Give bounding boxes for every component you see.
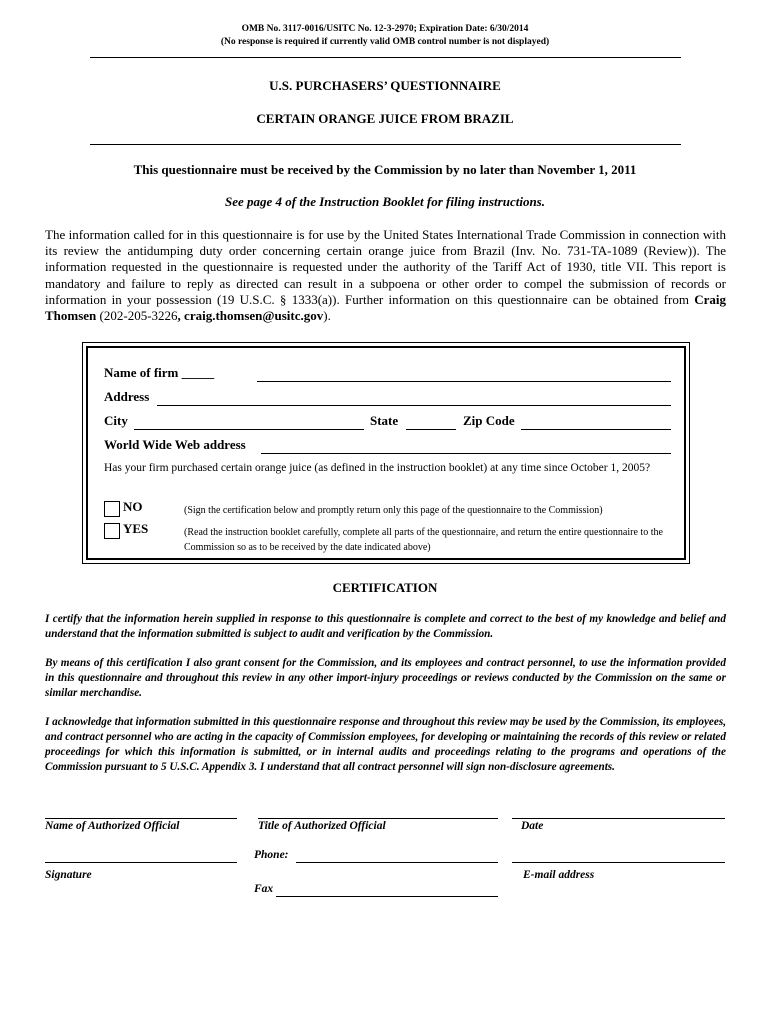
address-label: Address [104,389,150,404]
omb-note: (No response is required if currently valid OMB control number is not displayed) [220,37,550,47]
intro-text: The information called for in this questionnaire is for use by the United States International Trade Commission in connection with its review the antidumping duty order concerning certain orange juice from Brazil (Inv. No. 731-TA-1089 (Review)). The information requested in the questionnaire is requested under the authority of the Tariff Act of 1930, title VII. This report is mandatory and failure to reply as directed can result in a subpoena or other order to compel the submission of records or information in your possession (19 U.S.C. § 1333(a)). Further information on this questionnaire can be obtained from [45,227,726,307]
signature-label: Signature [45,869,92,881]
no-option-note: (Sign the certification below and promptly return only this page of the questionnaire to the Commission) [184,505,603,516]
no-option-label: NO [123,499,143,514]
website-label: World Wide Web address [104,437,246,452]
certification-paragraph-2: By means of this certification I also grant consent for the Commission, and its employees and contract personnel, to use the information provided in this questionnaire and throughout this review in any other import-injury proceedings or reviews conducted by the Commission on the same or similar merchandise. [45,657,726,699]
page-title: U.S. PURCHASERS’ QUESTIONNAIRE [269,78,501,93]
omb-number: OMB No. 3117-0016/USITC No. 12-3-2970; Expiration Date: 6/30/2014 [241,24,529,34]
intro-closing: ). [323,308,331,324]
yes-checkbox[interactable] [104,523,120,539]
address-field[interactable] [157,405,671,406]
yes-option-label: YES [123,521,149,536]
contact-email: , craig.thomsen@usitc.gov [177,308,324,324]
firm-info-box [82,342,690,564]
email-label: E-mail address [523,869,595,881]
official-name-label: Name of Authorized Official [45,820,180,832]
contact-phone: (202-205-3226 [96,308,178,324]
firm-info-box-inner [86,346,686,560]
purchase-question: Has your firm purchased certain orange juice (as defined in the instruction booklet) at any time since October 1, 2005? [104,462,651,474]
state-label: State [370,413,399,428]
certification-paragraph-1: I certify that the information herein supplied in response to this questionnaire is complete and correct to the best of my knowledge and belief and understand that the information submitted is subject to audit and verification by the Commission. [45,613,726,640]
intro-paragraph [45,227,726,324]
fax-label: Fax [254,883,274,895]
no-checkbox[interactable] [104,501,120,517]
website-field[interactable] [261,453,671,454]
certification-paragraph-3: I acknowledge that information submitted in this questionnaire response and throughout this review may be used by the Commission, its employees, and contract personnel who are acting in the capacity of Commission employees, for developing or maintaining the records of this review or related proceedings for which this information is submitted, or in internal audits and proceedings relating to the programs and operations of the Commission pursuant to 5 U.S.C. Appendix 3. I understand that all contract personnel will sign non-disclosure agreements. [45,716,726,773]
firm-name-label: Name of firm _____ [104,365,215,380]
phone-field[interactable] [296,862,498,863]
deadline-notice: This questionnaire must be received by the Commission by no later than November 1, 2011 [133,162,637,177]
zip-field[interactable] [521,429,671,430]
title-rule [90,144,681,145]
certification-heading: CERTIFICATION [332,580,438,595]
date-label: Date [521,820,544,832]
header-rule [90,57,681,58]
phone-label: Phone: [254,849,289,861]
date-field[interactable] [512,818,725,819]
page-subtitle: CERTAIN ORANGE JUICE FROM BRAZIL [256,111,514,126]
fax-field[interactable] [276,896,498,897]
official-title-label: Title of Authorized Official [258,820,386,832]
official-title-field[interactable] [258,818,498,819]
zip-label: Zip Code [463,413,515,428]
signature-field[interactable] [45,862,237,863]
official-name-field[interactable] [45,818,237,819]
city-field[interactable] [134,429,364,430]
city-label: City [104,413,128,428]
email-field[interactable] [512,862,725,863]
instruction-reference: See page 4 of the Instruction Booklet for filing instructions. [225,194,545,209]
yes-option-note: (Read the instruction booklet carefully, complete all parts of the questionnaire, and return the entire questionnaire to the Commission so as to be received by the date indicated above) [184,527,663,553]
state-field[interactable] [406,429,456,430]
omb-header [0,23,770,49]
firm-name-field[interactable] [257,381,671,382]
contact-name: Craig Thomsen [45,291,726,324]
